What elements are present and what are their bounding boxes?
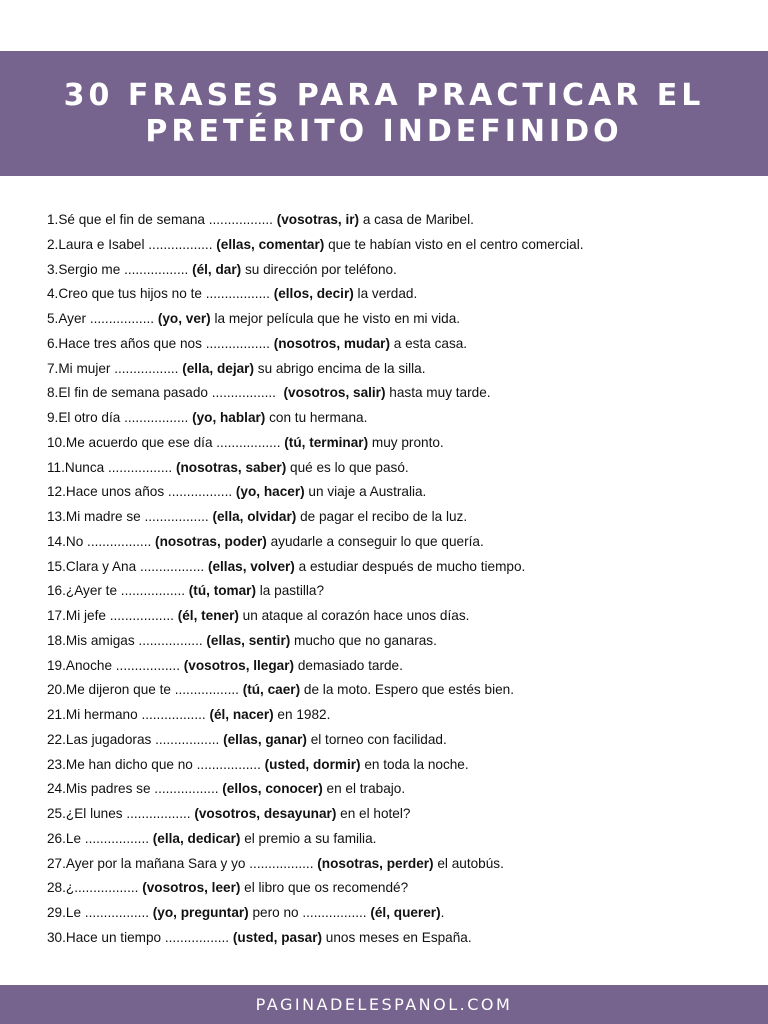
- sentence-item: [47, 629, 584, 654]
- sentence-text: su abrigo encima de la silla.: [254, 360, 426, 376]
- sentence-text: la pastilla?: [256, 583, 325, 599]
- sentence-text: 28.¿.................: [47, 880, 143, 896]
- sentence-text: 18.Mis amigas .................: [47, 632, 207, 648]
- verb-hint: (él, querer): [370, 905, 441, 920]
- sentence-item: [47, 777, 584, 802]
- sentence-item: [47, 802, 584, 827]
- verb-hint: (usted, pasar): [232, 929, 323, 945]
- sentence-text: que te habían visto en el centro comercial.: [324, 236, 584, 252]
- verb-hint: (tú, terminar): [284, 434, 369, 450]
- verb-hint: (yo, hablar): [192, 410, 266, 425]
- sentence-text: 25.¿El lunes .................: [47, 806, 195, 821]
- sentence-item: [47, 654, 584, 679]
- sentence-text: 22.Las jugadoras .................: [47, 731, 224, 747]
- sentence-item: [47, 753, 584, 778]
- sentence-text: de la moto. Espero que estés bien.: [300, 682, 514, 698]
- footer-banner: [0, 985, 768, 1024]
- sentence-text: 26.Le .................: [47, 830, 153, 846]
- verb-hint: (nosotros, mudar): [273, 335, 390, 351]
- sentence-text: en toda la noche.: [360, 756, 469, 772]
- verb-hint: (ellas, ganar): [223, 731, 307, 747]
- sentence-item: [47, 208, 584, 233]
- sentence-text: 11.Nunca .................: [47, 459, 176, 475]
- sentence-item: [47, 604, 584, 629]
- verb-hint: (yo, preguntar): [152, 905, 249, 920]
- sentence-text: 20.Me dijeron que te .................: [47, 682, 243, 698]
- sentence-text: unos meses en España.: [322, 929, 472, 945]
- page-title-line-2: PRETÉRITO INDEFINIDO: [145, 113, 623, 149]
- sentence-text: 10.Me acuerdo que ese día .................: [47, 434, 285, 450]
- sentence-item: [47, 901, 584, 926]
- sentence-text: 12.Hace unos años .................: [47, 484, 236, 500]
- verb-hint: (nosotras, perder): [317, 855, 434, 871]
- sentence-text: un viaje a Australia.: [304, 484, 427, 500]
- verb-hint: (yo, hacer): [235, 484, 305, 500]
- verb-hint: (nosotras, poder): [155, 533, 267, 549]
- verb-hint: (nosotras, saber): [175, 459, 287, 475]
- sentence-text: un ataque al corazón hace unos días.: [238, 608, 470, 623]
- sentence-text: muy pronto.: [368, 434, 444, 450]
- verb-hint: (ellos, decir): [273, 286, 354, 302]
- verb-hint: (ellas, comentar): [216, 236, 325, 252]
- sentence-text: hasta muy tarde.: [385, 385, 491, 401]
- sentence-text: el autobús.: [433, 855, 504, 871]
- sentence-item: [47, 381, 584, 406]
- sentence-text: el premio a su familia.: [240, 830, 377, 846]
- sentence-text: con tu hermana.: [265, 410, 368, 425]
- sentence-item: [47, 258, 584, 283]
- sentence-text: el torneo con facilidad.: [306, 731, 447, 747]
- sentence-text: 1.Sé que el fin de semana .................: [47, 212, 277, 227]
- verb-hint: (yo, ver): [157, 311, 211, 326]
- sentence-text: en el hotel?: [336, 806, 411, 821]
- verb-hint: (él, nacer): [209, 707, 274, 722]
- sentence-text: 9.El otro día .................: [47, 410, 193, 425]
- sentence-text: 15.Clara y Ana .................: [47, 558, 208, 574]
- sentence-text: pero no .................: [248, 905, 371, 920]
- sentence-item: [47, 926, 584, 951]
- sentence-text: 30.Hace un tiempo .................: [47, 929, 233, 945]
- verb-hint: (él, dar): [192, 261, 242, 277]
- sentence-text: a casa de Maribel.: [359, 212, 474, 227]
- sentence-text: 7.Mi mujer .................: [47, 360, 183, 376]
- sentence-text: 8.El fin de semana pasado .................: [47, 385, 284, 401]
- sentence-item: [47, 703, 584, 728]
- sentence-text: 14.No .................: [47, 533, 156, 549]
- sentence-text: a estudiar después de mucho tiempo.: [294, 558, 526, 574]
- verb-hint: (ellos, conocer): [222, 781, 323, 797]
- sentence-item: [47, 505, 584, 530]
- sentence-text: demasiado tarde.: [294, 657, 403, 673]
- sentence-text: qué es lo que pasó.: [286, 459, 409, 475]
- sentence-item: [47, 728, 584, 753]
- sentence-text: 2.Laura e Isabel .................: [47, 236, 217, 252]
- verb-hint: (vosotros, desayunar): [194, 806, 337, 821]
- sentence-text: a esta casa.: [390, 335, 468, 351]
- sentence-item: [47, 530, 584, 555]
- sentence-text: 29.Le .................: [47, 905, 153, 920]
- sentence-item: [47, 332, 584, 357]
- page-title-line-1: 30 FRASES PARA PRACTICAR EL: [63, 77, 705, 113]
- sentence-text: de pagar el recibo de la luz.: [296, 509, 468, 524]
- sentence-text: 4.Creo que tus hijos no te .................: [47, 286, 274, 302]
- verb-hint: (vosotros, leer): [142, 880, 241, 896]
- verb-hint: (ellas, sentir): [206, 632, 291, 648]
- sentence-text: en 1982.: [273, 707, 331, 722]
- sentence-text: 16.¿Ayer te .................: [47, 583, 189, 599]
- verb-hint: (ella, dedicar): [152, 830, 241, 846]
- verb-hint: (él, tener): [177, 608, 239, 623]
- sentence-text: 5.Ayer .................: [47, 311, 158, 326]
- sentence-text: 23.Me han dicho que no .................: [47, 756, 265, 772]
- sentence-item: [47, 876, 584, 901]
- sentence-text: ayudarle a conseguir lo que quería.: [266, 533, 484, 549]
- sentence-text: la verdad.: [353, 286, 418, 302]
- sentence-text: mucho que no ganaras.: [290, 632, 437, 648]
- sentence-text: su dirección por teléfono.: [241, 261, 397, 277]
- sentence-text: 27.Ayer por la mañana Sara y yo .................: [47, 855, 318, 871]
- verb-hint: (vosotros, llegar): [183, 657, 295, 673]
- verb-hint: (usted, dormir): [264, 756, 361, 772]
- sentence-text: el libro que os recomendé?: [240, 880, 409, 896]
- sentence-item: [47, 406, 584, 431]
- sentence-text: la mejor película que he visto en mi vida.: [210, 311, 461, 326]
- sentence-item: [47, 678, 584, 703]
- sentence-item: [47, 233, 584, 258]
- verb-hint: (vosotras, ir): [276, 212, 360, 227]
- sentence-text: 3.Sergio me .................: [47, 261, 193, 277]
- sentence-item: [47, 282, 584, 307]
- sentence-text: 17.Mi jefe .................: [47, 608, 178, 623]
- verb-hint: (tú, caer): [242, 682, 301, 698]
- verb-hint: (tú, tomar): [188, 583, 256, 599]
- sentence-text: en el trabajo.: [322, 781, 406, 797]
- verb-hint: (ella, olvidar): [212, 509, 297, 524]
- title-banner: [0, 51, 768, 176]
- sentence-list: [47, 208, 584, 951]
- sentence-item: [47, 456, 584, 481]
- verb-hint: (ellas, volver): [207, 558, 295, 574]
- sentence-text: .: [440, 905, 445, 920]
- sentence-item: [47, 852, 584, 877]
- sentence-item: [47, 827, 584, 852]
- sentence-item: [47, 480, 584, 505]
- sentence-text: 19.Anoche .................: [47, 657, 184, 673]
- sentence-item: [47, 307, 584, 332]
- sentence-text: 13.Mi madre se .................: [47, 509, 213, 524]
- sentence-text: 24.Mis padres se .................: [47, 781, 223, 797]
- verb-hint: (vosotros, salir): [283, 385, 386, 401]
- sentence-item: [47, 555, 584, 580]
- sentence-item: [47, 357, 584, 382]
- sentence-item: [47, 431, 584, 456]
- verb-hint: (ella, dejar): [182, 360, 254, 376]
- footer-site-link[interactable]: PAGINADELESPANOL.COM: [255, 995, 513, 1014]
- sentence-item: [47, 579, 584, 604]
- sentence-text: 6.Hace tres años que nos .................: [47, 335, 274, 351]
- sentence-text: 21.Mi hermano .................: [47, 707, 210, 722]
